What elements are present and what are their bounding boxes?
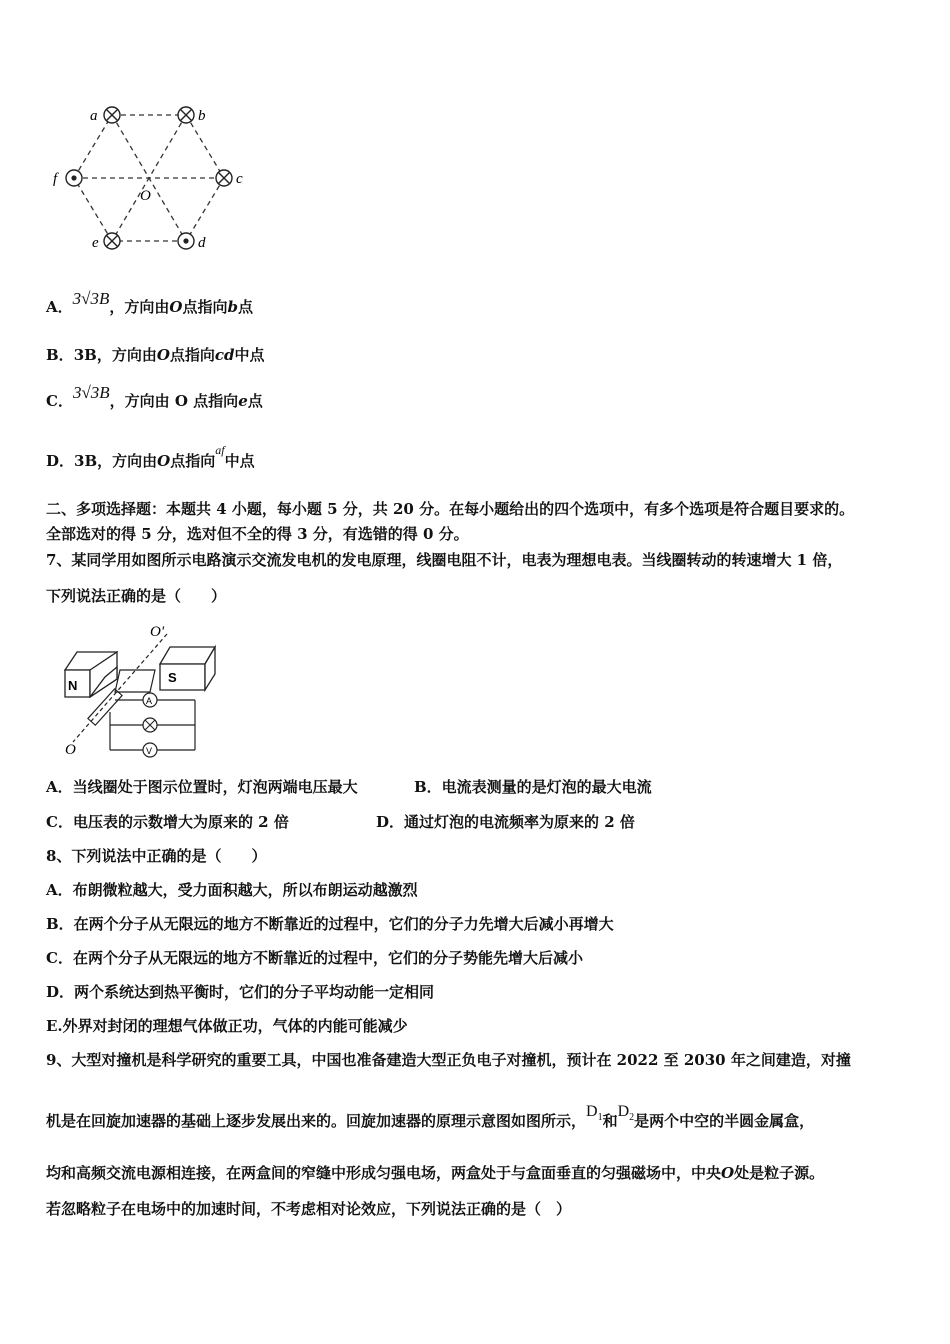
voltmeter-label: V bbox=[146, 746, 153, 756]
q8-option-b: B．在两个分子从无限远的地方不断靠近的过程中，它们的分子力先增大后减小再增大 bbox=[46, 915, 614, 933]
q9-stem-line3: 均和高频交流电源相连接，在两盒间的窄缝中形成匀强电场，两盒处于与盒面垂直的匀强磁场中，中央O处是粒子源。 bbox=[46, 1164, 825, 1182]
q7-option-b: B．电流表测量的是灯泡的最大电流 bbox=[414, 778, 652, 796]
generator-circuit-figure bbox=[55, 622, 225, 762]
option-6a: A．3√3B，方向由O点指向b点 bbox=[46, 289, 253, 316]
label-e: e bbox=[92, 235, 99, 251]
label-b: b bbox=[198, 108, 206, 124]
option-6b: B．3B，方向由O点指向cd中点 bbox=[46, 346, 265, 364]
q7-option-a: A．当线圈处于图示位置时，灯泡两端电压最大 bbox=[46, 778, 358, 796]
q8-option-a: A．布朗微粒越大，受力面积越大，所以布朗运动越激烈 bbox=[46, 881, 418, 899]
label-o: O bbox=[140, 188, 151, 204]
q8-option-e: E.外界对封闭的理想气体做正功，气体的内能可能减少 bbox=[46, 1017, 408, 1035]
q7-option-d: D．通过灯泡的电流频率为原来的 2 倍 bbox=[376, 813, 635, 831]
label-a: a bbox=[90, 108, 98, 124]
magnet-n-label: N bbox=[68, 678, 78, 693]
q7-stem-line1: 7、某同学用如图所示电路演示交流发电机的发电原理，线圈电阻不计，电表为理想电表。当线圈转动的转速增大 1 倍， bbox=[46, 551, 843, 569]
label-f: f bbox=[53, 171, 58, 187]
label-c: c bbox=[236, 171, 243, 187]
axis-top-label: O' bbox=[150, 624, 165, 640]
option-6c: C．3√3B，方向由 O 点指向e点 bbox=[46, 383, 263, 410]
q8-stem: 8、下列说法中正确的是（ ） bbox=[46, 847, 267, 865]
q7-stem-line2: 下列说法正确的是（ ） bbox=[46, 587, 227, 605]
magnet-s-label: S bbox=[168, 670, 177, 685]
axis-bottom-label: O bbox=[65, 742, 76, 758]
q8-option-c: C．在两个分子从无限远的地方不断靠近的过程中，它们的分子势能先增大后减小 bbox=[46, 949, 583, 967]
section2-line2: 全部选对的得 5 分，选对但不全的得 3 分，有选错的得 0 分。 bbox=[46, 525, 469, 543]
section2-line1: 二、多项选择题：本题共 4 小题，每小题 5 分，共 20 分。在每小题给出的四个选项中，有多个选项是符合题目要求的。 bbox=[46, 500, 855, 518]
q9-stem-line2: 机是在回旋加速器的基础上逐步发展出来的。回旋加速器的原理示意图如图所示，$D_1$和$D_2$是两个中空的半圆金属盒， bbox=[46, 1103, 815, 1130]
ammeter-label: A bbox=[146, 696, 153, 706]
hexagon-current-figure bbox=[50, 98, 250, 258]
q9-stem-line4: 若忽略粒子在电场中的加速时间，不考虑相对论效应，下列说法正确的是（ ） bbox=[46, 1200, 572, 1218]
option-6d: D．3B，方向由O点指向$^{af}$中点 bbox=[46, 443, 255, 470]
q7-option-c: C．电压表的示数增大为原来的 2 倍 bbox=[46, 813, 289, 831]
q8-option-d: D．两个系统达到热平衡时，它们的分子平均动能一定相同 bbox=[46, 983, 435, 1001]
label-d: d bbox=[198, 235, 206, 251]
q9-stem-line1: 9、大型对撞机是科学研究的重要工具，中国也准备建造大型正负电子对撞机，预计在 2022 至 2030 年之间建造，对撞 bbox=[46, 1051, 851, 1069]
